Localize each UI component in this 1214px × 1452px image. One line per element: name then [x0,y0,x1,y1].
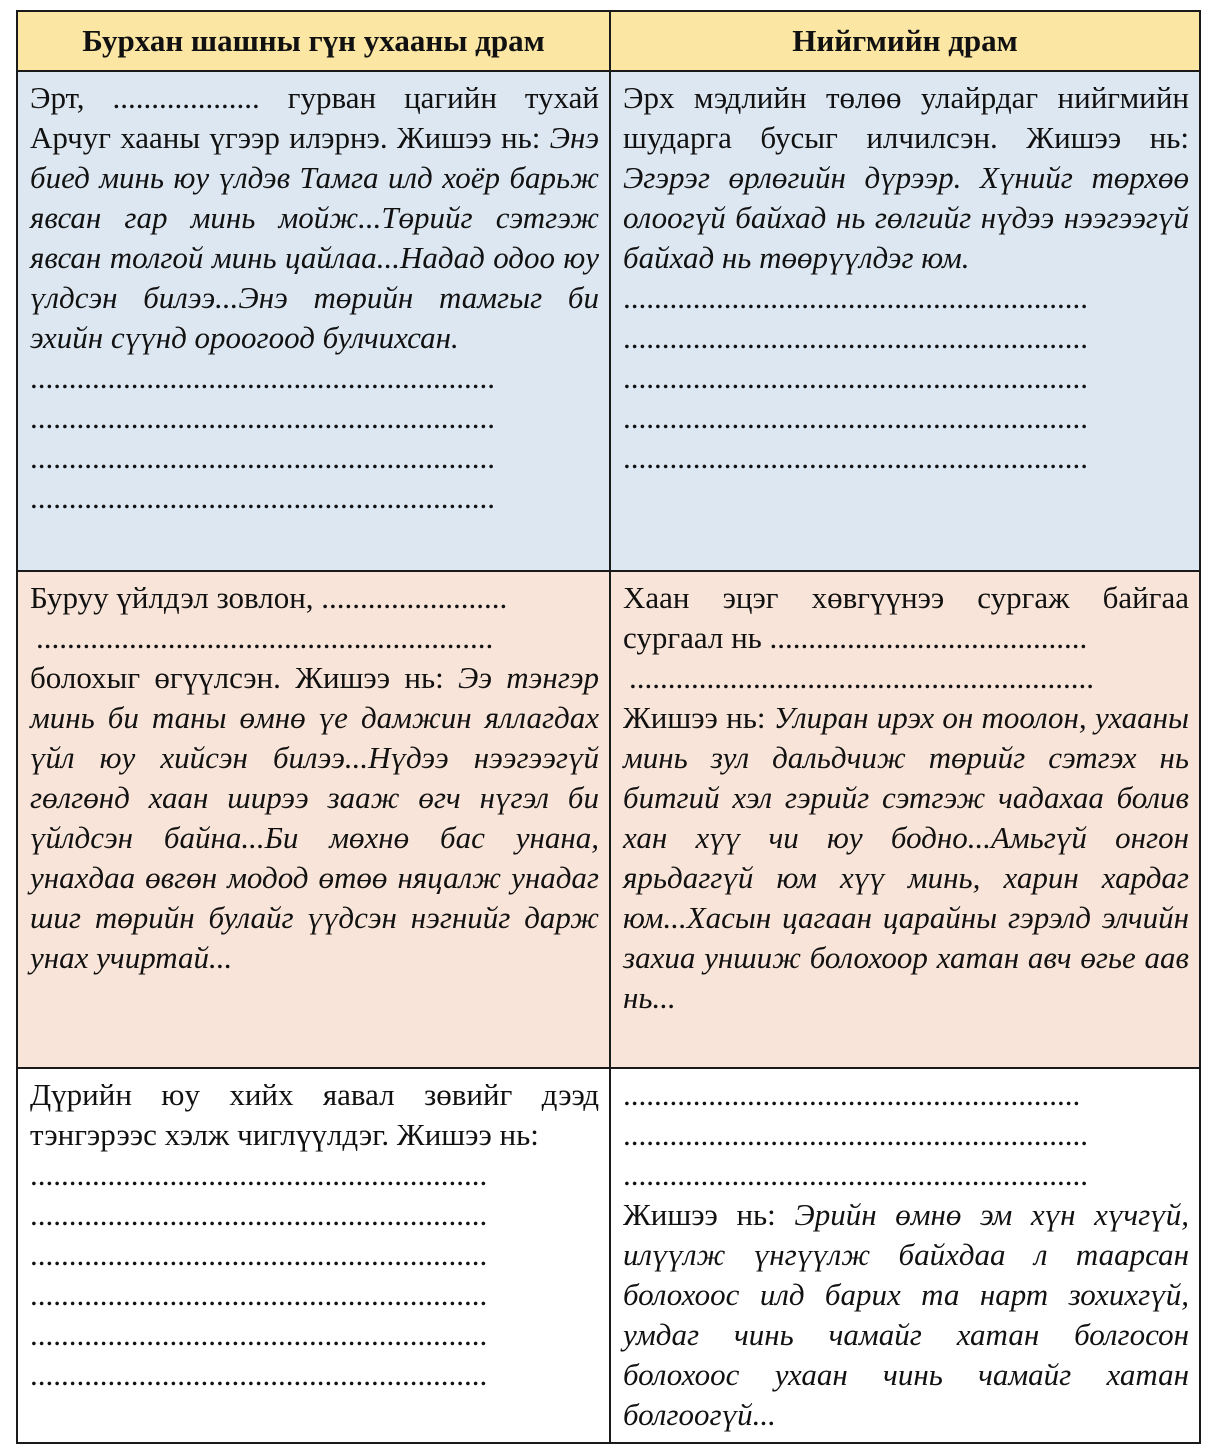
cell-r2-right [610,571,1200,1068]
blank-line: ........................................................... [623,1077,1081,1112]
r3-left-lead: Дүрийн юу хийх яавал зөвийг дээд тэнгэрээс хэлж чиглүүлдэг. Жишээ нь: [30,1077,599,1152]
r2-right-lead: Жишээ нь: [623,700,766,735]
blank-line: ............................................................ [30,440,495,475]
blank-line: ............................................................ [629,660,1094,695]
r1-right-quote: Эгэрэг өрлөгийн дүрээр. Хүнийг төрхөө олоогүй байхад нь гөлгийг нүдээ нээгээгүй байхад нь төөрүүлдэг юм. [623,160,1189,275]
cell-r1-right [610,71,1200,571]
header-religious-drama: Бурхан шашны гүн ухааны драм [17,11,610,71]
blank-line: ............................................................ [623,1157,1088,1192]
r2-left-line1: Буруу үйлдэл зовлон, ........................ [30,580,508,615]
r1-left-quote: Энэ биед минь юу үлдэв Тамга илд хоёр барьж явсан гар минь мойж...Төрийг сэтгэж явсан толгой минь цайлаа...Надад одоо юу үлдсэн билээ...Энэ төрийн тамгыг би эхийн сүүнд ороогоод булчихсан. [30,120,599,355]
blank-line: ............................................................ [623,440,1088,475]
blank-line: ............................................................ [30,400,495,435]
drama-comparison-table [16,10,1201,1444]
blank-line: ............................................................ [623,320,1088,355]
blank-line: ............................................................ [623,400,1088,435]
blank-line: ........................................................... [30,1317,488,1352]
blank-line: ............................................................ [30,480,495,515]
blank-line: ........................................................... [30,1277,488,1312]
header-social-drama: Нийгмийн драм [610,11,1200,71]
cell-r3-left [17,1068,610,1443]
r1-left-lead: Эрт, ................... гурван цагийн тухай Арчуг хааны үгээр илэрнэ. Жишээ нь: [30,80,599,155]
blank-line: ............................................................ [623,360,1088,395]
r2-left-lead: болохыг өгүүлсэн. Жишээ нь: [30,660,444,695]
r2-left-quote: Ээ тэнгэр минь би таны өмнө үе дамжин яллагдах үйл юу хийсэн билээ...Нүдээ нээгээгүй гөлгөнд хаан ширээ зааж өгч нүгэл би үйлдсэн байна...Би мөхнө бас унана, унахдаа өвгөн модод өтөө няцалж унадаг шиг төрийн булайг үүдсэн нэгнийг дарж унах учиртай... [30,660,599,975]
blank-line: ............................................................ [623,280,1088,315]
r2-right-quote: Улиран ирэх он тоолон, ухааны минь зул дальдчиж төрийг сэтгэх нь битгий хэл гэрийг сэтгэж чадахаа болив хан хүү чи юу бодно...Амьгүй онгон ярьдаггүй юм хүү минь, харин хардаг юм...Хасын цагаан царайны гэрэлд элчийн захиа уншиж болохоор хатан авч өгье аав нь... [623,700,1190,1015]
cell-r2-left [17,571,610,1068]
cell-r1-left [17,71,610,571]
r3-right-lead: Жишээ нь: [623,1197,776,1232]
blank-line: ........................................................... [30,1357,488,1392]
blank-line: ........................................................... [36,620,494,655]
r1-right-lead: Эрх мэдлийн төлөө улайрдаг нийгмийн шударга бусыг илчилсэн. Жишээ нь: [623,80,1189,155]
blank-line: ........................................................... [30,1157,488,1192]
r3-right-quote: Эрийн өмнө эм хүн хүчгүй, илүүлж үнгүүлж байхдаа л таарсан болохоос илд барих та нарт зохихгүй, умдаг чинь чамайг хатан болгосон болохоос ухаан чинь чамайг хатан болгоогүй... [623,1197,1189,1432]
r2-right-line1: Хаан эцэг хөвгүүнээ сургаж байгаа сургаал нь ......................................... [623,580,1189,655]
cell-r3-right [610,1068,1200,1443]
blank-line: ............................................................ [30,360,495,395]
blank-line: ............................................................ [623,1117,1088,1152]
blank-line: ........................................................... [30,1197,488,1232]
blank-line: ........................................................... [30,1237,488,1272]
